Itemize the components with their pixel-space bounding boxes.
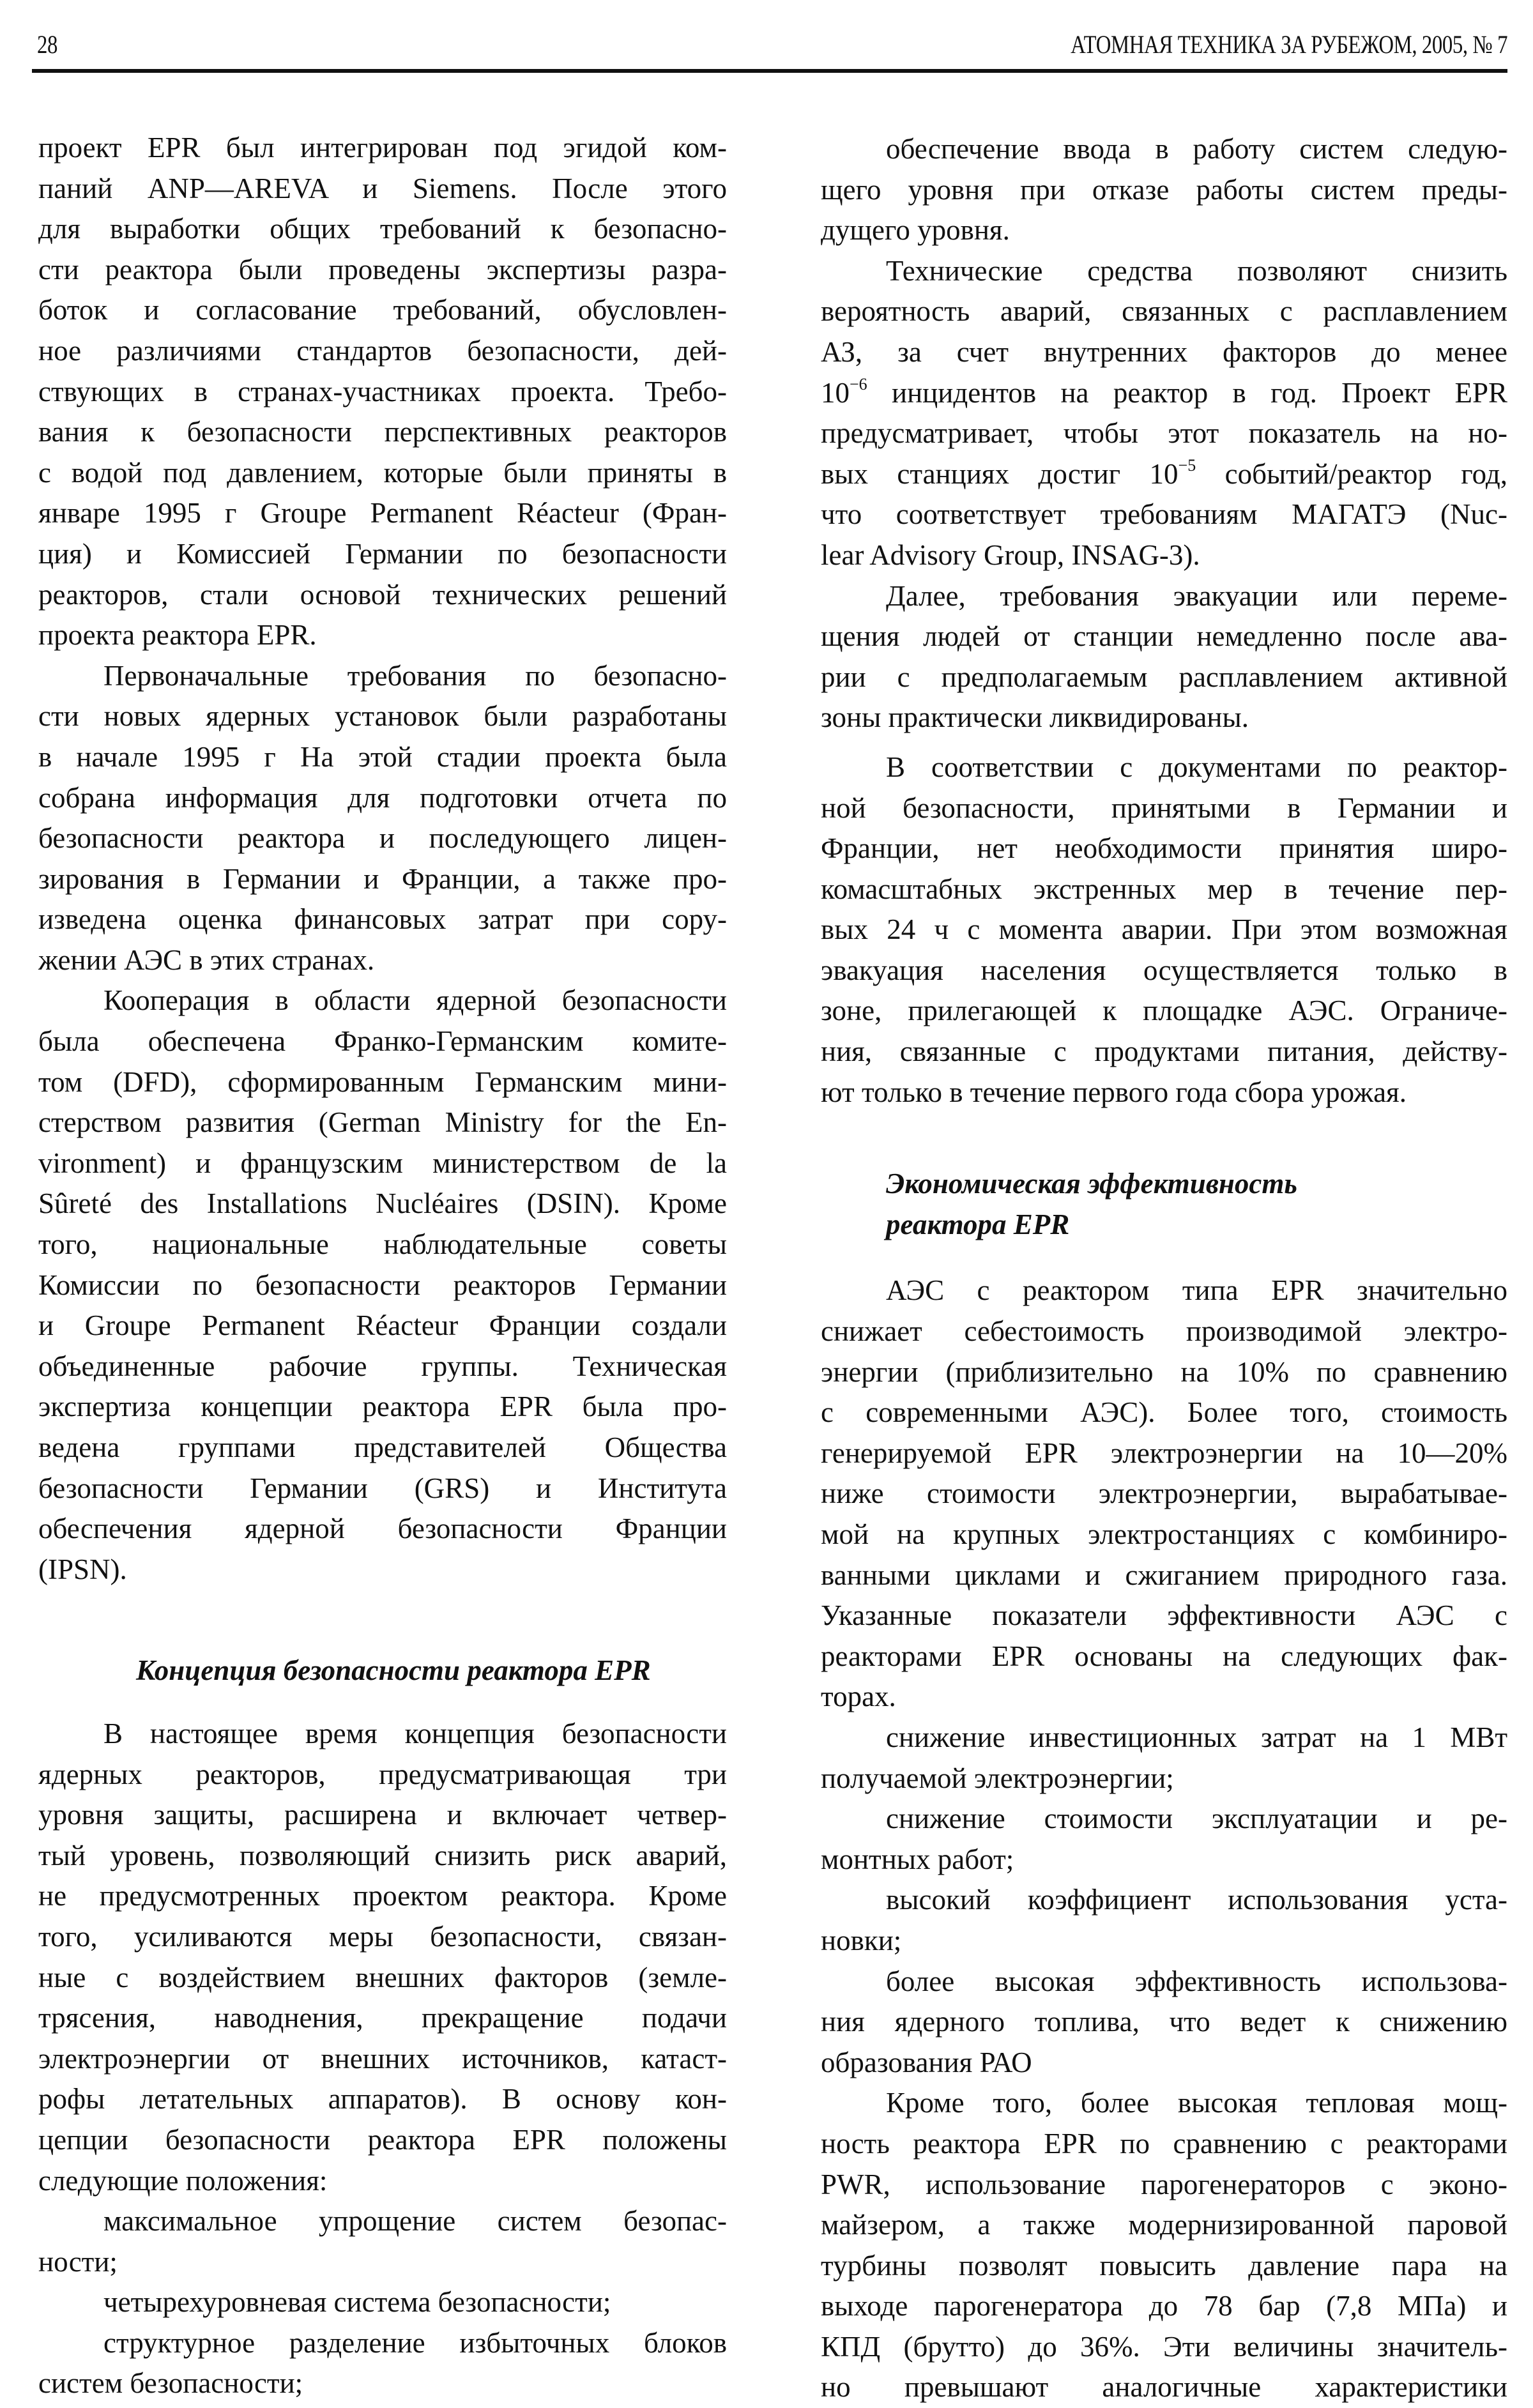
text-line: зоны практически ликвидированы. xyxy=(821,701,1249,734)
text-line: электроэнергии от внешних источников, катаст- xyxy=(38,2042,727,2075)
text-line: и Groupe Permanent Réacteur Франции создали xyxy=(38,1309,727,1342)
text-line: изведена оценка финансовых затрат при сору- xyxy=(38,903,727,936)
paragraph: Технические средства позволяют снизить вероятность аварий, связанных с расплавлением АЗ, за счет внутренних факторов до менее $10^{-6}$ инцидентов на реактор в год. Проект EPR предусматривает, чтобы этот показатель на но- вых станциях достиг $10^{-5}$ событий/реактор год, что соответствует требованиям МАГАТЭ (Nuc- lear Advisory Group, INSAG-3). xyxy=(821,254,1507,571)
text-line: ности; xyxy=(38,2245,118,2278)
text-line: комасштабных экстренных мер в течение пер- xyxy=(821,873,1507,905)
text-line: образования РАО xyxy=(821,2046,1032,2078)
text-line: январе 1995 г Groupe Permanent Réacteur (Фран- xyxy=(38,497,727,530)
journal-title: АТОМНАЯ ТЕХНИКА ЗА РУБЕЖОМ, 2005, № 7 xyxy=(1071,30,1507,59)
list-item xyxy=(821,1718,1507,1799)
text-line: В настоящее время концепция безопасности xyxy=(103,1717,727,1749)
paragraph xyxy=(821,747,1507,1113)
text-line: трясения, наводнения, прекращение подачи xyxy=(38,2002,727,2034)
text-line: ные с воздействием внешних факторов (земле- xyxy=(38,1961,727,1993)
list-item xyxy=(821,1962,1507,2084)
right-column xyxy=(821,129,1507,2408)
text-line: PWR, использование парогенераторов с эконо- xyxy=(821,2168,1507,2200)
text-line: была обеспечена Франко-Германским комите- xyxy=(38,1025,727,1058)
text-line: ния, связанные с продуктами питания, действу- xyxy=(821,1035,1507,1068)
text-line: ядерных реакторов, предусматривающая три xyxy=(38,1758,727,1790)
text-line: собрана информация для подготовки отчета по xyxy=(38,781,727,814)
text-line: выходе парогенератора до 78 бар (7,8 МПа) и xyxy=(821,2290,1507,2322)
text-line: ствующих в странах-участниках проекта. Требо- xyxy=(38,375,727,408)
text-line: Франции, нет необходимости принятия широ- xyxy=(821,832,1507,865)
paragraph xyxy=(38,980,727,1590)
text-line: ведена группами представителей Общества xyxy=(38,1431,727,1463)
text-line: стерством развития (German Ministry for the En- xyxy=(38,1106,727,1139)
text-line: максимальное упрощение систем безопас- xyxy=(103,2205,727,2237)
text-line: для выработки общих требований к безопасно- xyxy=(38,213,727,245)
text-line: снижение инвестиционных затрат на 1 МВт xyxy=(886,1721,1507,1753)
text-line: проекта реактора EPR. xyxy=(38,619,317,652)
text-line: боток и согласование требований, обусловлен- xyxy=(38,294,727,326)
text-line: но превышают аналогичные характеристики xyxy=(821,2371,1507,2404)
section-heading: Концепция безопасности реактора EPR xyxy=(136,1654,651,1687)
text-line: энергии (приблизительно на 10% по сравнению xyxy=(821,1355,1507,1388)
section-heading: Экономическая эффективность реактора EPR xyxy=(886,1168,1297,1240)
text-line: vironment) и французским министерством de la xyxy=(38,1147,727,1179)
text-line: безопасности Германии (GRS) и Института xyxy=(38,1472,727,1504)
text-line: Первоначальные требования по безопасно- xyxy=(103,659,727,692)
text-line: торах. xyxy=(821,1680,896,1713)
text-line: снижение стоимости эксплуатации и ре- xyxy=(886,1802,1507,1835)
list-item xyxy=(821,1880,1507,1961)
text-line: получаемой электроэнергии; xyxy=(821,1762,1174,1794)
text-line: зирования в Германии и Франции, а также про- xyxy=(38,862,727,895)
text-line: рии с предполагаемым расплавлением активной xyxy=(821,660,1507,693)
text-line: щения людей от станции немедленно после ава- xyxy=(821,620,1507,653)
text-line: ной безопасности, принятыми в Германии и xyxy=(821,791,1507,824)
text-line: генерируемой EPR электроэнергии на 10—20% xyxy=(821,1436,1507,1469)
text-line: обеспечения ядерной безопасности Франции xyxy=(38,1513,727,1545)
text-line: вания к безопасности перспективных реакторов xyxy=(38,416,727,448)
text-line: того, усиливаются меры безопасности, связан- xyxy=(38,1920,727,1953)
text-line: эвакуация населения осуществляется только в xyxy=(821,954,1507,986)
text-line: ванными циклами и сжиганием природного газа. xyxy=(821,1558,1507,1591)
text-line: экспертиза концепции реактора EPR была про- xyxy=(38,1391,727,1423)
list-item xyxy=(38,2323,727,2404)
text-line: ния ядерного топлива, что ведет к снижению xyxy=(821,2006,1507,2038)
text-line: уровня защиты, расширена и включает четвер- xyxy=(38,1799,727,1831)
text-line: том (DFD), сформированным Германским мини- xyxy=(38,1065,727,1098)
text-line: систем безопасности; xyxy=(38,2367,303,2400)
text-line: сти реактора были проведены экспертизы разра- xyxy=(38,253,727,286)
text-line: майзером, а также модернизированной паровой xyxy=(821,2209,1507,2241)
paragraph xyxy=(821,1270,1507,1718)
text-line: реакторов, стали основой технических решений xyxy=(38,578,727,611)
header-rule xyxy=(32,69,1507,73)
text-line: Указанные показатели эффективности АЭС с xyxy=(821,1599,1507,1632)
text-line: новки; xyxy=(821,1924,902,1956)
text-line: высокий коэффициент использования уста- xyxy=(886,1884,1507,1916)
text-line: вых 24 ч с момента аварии. При этом возможная xyxy=(821,913,1507,946)
text-line: ция) и Комиссией Германии по безопасности xyxy=(38,537,727,570)
text-line: ность реактора EPR по сравнению с реакторами xyxy=(821,2127,1507,2160)
text-line: (IPSN). xyxy=(38,1553,127,1585)
text-line: следующие положения: xyxy=(38,2164,328,2197)
text-line: цепции безопасности реактора EPR положены xyxy=(38,2123,727,2156)
text-line: Кооперация в области ядерной безопасности xyxy=(103,984,727,1017)
text-line: зоне, прилегающей к площадке АЭС. Ограниче- xyxy=(821,994,1507,1027)
paragraph xyxy=(821,2083,1507,2408)
text-line: обеспечение ввода в работу систем следую- xyxy=(886,133,1507,165)
text-line: реакторами EPR основаны на следующих фак- xyxy=(821,1640,1507,1672)
text-line: тый уровень, позволяющий снизить риск аварий, xyxy=(38,1839,727,1871)
left-column xyxy=(38,128,727,2404)
text-line: мой на крупных электростанциях с комбиниро- xyxy=(821,1518,1507,1550)
list-item xyxy=(821,129,1507,251)
text-line: КПД (брутто) до 36%. Эти величины значитель- xyxy=(821,2330,1507,2363)
text-line: безопасности реактора и последующего лицен- xyxy=(38,822,727,855)
list-item xyxy=(38,2282,727,2323)
text-line: жении АЭС в этих странах. xyxy=(38,943,375,976)
text-line: В соответствии с документами по реактор- xyxy=(886,751,1507,783)
text-line: паний ANP—AREVA и Siemens. После этого xyxy=(38,172,727,204)
text-line: Кроме того, более высокая тепловая мощ- xyxy=(886,2087,1507,2119)
text-line: в начале 1995 г На этой стадии проекта была xyxy=(38,740,727,773)
text-line: четырехуровневая система безопасности; xyxy=(103,2286,611,2319)
text-line: не предусмотренных проектом реактора. Кроме xyxy=(38,1880,727,1912)
list-item xyxy=(38,2201,727,2282)
text-line: Sûreté des Installations Nucléaires (DSIN). Кроме xyxy=(38,1187,727,1220)
paragraph xyxy=(821,576,1507,738)
paragraph xyxy=(38,1714,727,2201)
text-line: турбины позволят повысить давление пара на xyxy=(821,2249,1507,2282)
text-line: монтных работ; xyxy=(821,1843,1014,1875)
text-line: более высокая эффективность использова- xyxy=(886,1965,1507,1997)
text-line: проект EPR был интегрирован под эгидой ком- xyxy=(38,132,727,164)
paragraph xyxy=(38,128,727,656)
text-line: сти новых ядерных установок были разработаны xyxy=(38,700,727,733)
text-line: щего уровня при отказе работы систем преды- xyxy=(821,173,1507,206)
text-line: структурное разделение избыточных блоков xyxy=(103,2326,727,2359)
text-line: с водой под давлением, которые были приняты в xyxy=(38,456,727,489)
paragraph xyxy=(38,656,727,981)
list-item xyxy=(821,1799,1507,1880)
text-line: Комиссии по безопасности реакторов Германии xyxy=(38,1269,727,1301)
text-line: дущего уровня. xyxy=(821,214,1010,247)
text-line: АЭС с реактором типа EPR значительно xyxy=(886,1274,1507,1307)
page-number: 28 xyxy=(37,30,57,59)
text-line: с современными АЭС). Более того, стоимость xyxy=(821,1396,1507,1429)
text-line: того, национальные наблюдательные советы xyxy=(38,1228,727,1261)
text-line: ное различиями стандартов безопасности, дей- xyxy=(38,334,727,367)
text-line: Далее, требования эвакуации или переме- xyxy=(886,579,1507,612)
text-line: снижает себестоимость производимой электро- xyxy=(821,1315,1507,1348)
text-line: ют только в течение первого года сбора урожая. xyxy=(821,1076,1407,1108)
text-line: объединенные рабочие группы. Техническая xyxy=(38,1350,727,1382)
running-header xyxy=(37,29,1507,61)
text-line: ниже стоимости электроэнергии, вырабатывае- xyxy=(821,1477,1507,1510)
text-line: рофы летательных аппаратов). В основу кон- xyxy=(38,2083,727,2115)
